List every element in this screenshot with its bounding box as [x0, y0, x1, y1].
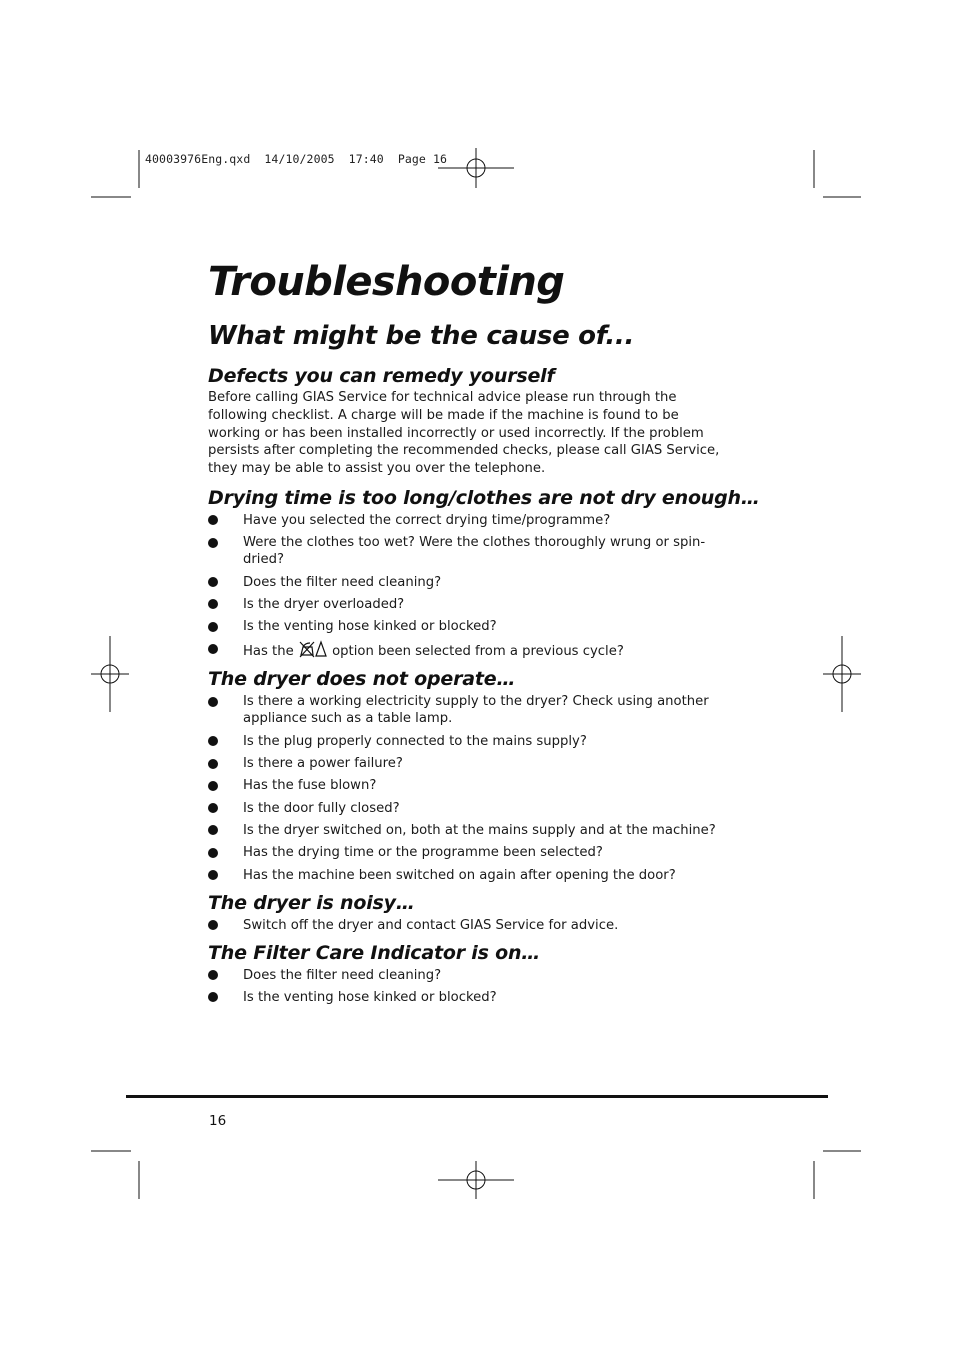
filter-checklist	[208, 967, 748, 1006]
drying-checklist	[208, 512, 748, 660]
list-item: Is the plug properly connected to the mains supply?	[208, 733, 733, 750]
list-item: Is the venting hose kinked or blocked?	[208, 989, 733, 1006]
bullet-icon	[208, 970, 218, 980]
bullet-icon	[208, 848, 218, 858]
registration-mark-left	[91, 636, 129, 712]
bullet-icon	[208, 515, 218, 525]
list-item: Have you selected the correct drying time/programme?	[208, 512, 733, 529]
bullet-icon	[208, 803, 218, 813]
bullet-icon	[208, 920, 218, 930]
list-item: Is the dryer switched on, both at the mains supply and at the machine?	[208, 822, 733, 839]
page-content	[208, 255, 760, 1011]
list-item: Does the filter need cleaning?	[208, 967, 733, 984]
bullet-icon	[208, 781, 218, 791]
list-item: Does the filter need cleaning?	[208, 574, 733, 591]
bullet-icon	[208, 622, 218, 632]
noisy-checklist	[208, 917, 748, 934]
print-slug: 40003976Eng.qxd 14/10/2005 17:40 Page 16	[145, 152, 448, 166]
bullet-icon	[208, 825, 218, 835]
list-item: Is the venting hose kinked or blocked?	[208, 618, 733, 635]
bullet-icon	[208, 759, 218, 769]
bullet-icon	[208, 697, 218, 707]
section-heading-noisy: The dryer is noisy…	[208, 891, 415, 914]
list-item: Has the drying time or the programme been selected?	[208, 844, 733, 861]
page-title: Troubleshooting	[208, 259, 565, 305]
bullet-icon	[208, 736, 218, 746]
page-subtitle: What might be the cause of...	[208, 321, 635, 351]
list-item: Has the machine been switched on again after opening the door?	[208, 867, 733, 884]
no-iron-care-icon	[299, 640, 327, 658]
bullet-icon	[208, 577, 218, 587]
registration-mark-right	[823, 636, 861, 712]
registration-mark-top	[438, 148, 514, 188]
list-item: Has the option been selected from a previous cycle?	[208, 640, 733, 660]
footer-rule	[126, 1095, 828, 1098]
section-heading-filter: The Filter Care Indicator is on…	[208, 941, 541, 964]
list-item: Is the dryer overloaded?	[208, 596, 733, 613]
list-item: Is there a power failure?	[208, 755, 733, 772]
list-item: Were the clothes too wet? Were the clothes thoroughly wrung or spin-dried?	[208, 534, 733, 568]
intro-paragraph: Before calling GIAS Service for technical advice please run through the following checklist. A charge will be made if the machine is found to be working or has been installed incorrectly or used incorrectly. If the problem persists after completing the recommended checks, please call GIAS Service, they may be able to assist you over the telephone.	[208, 390, 720, 477]
list-item: Has the fuse blown?	[208, 777, 733, 794]
section-heading-defects: Defects you can remedy yourself	[208, 365, 555, 387]
bullet-icon	[208, 599, 218, 609]
registration-mark-bottom	[438, 1161, 514, 1199]
section-heading-not-operate: The dryer does not operate…	[208, 668, 516, 691]
list-item: Switch off the dryer and contact GIAS Service for advice.	[208, 917, 733, 934]
bullet-icon	[208, 644, 218, 654]
bullet-icon	[208, 992, 218, 1002]
bullet-icon	[208, 538, 218, 548]
not-operate-checklist	[208, 693, 748, 883]
page-number: 16	[209, 1113, 227, 1129]
list-item: Is there a working electricity supply to the dryer? Check using another appliance such as a table lamp.	[208, 693, 733, 727]
list-item: Is the door fully closed?	[208, 800, 733, 817]
section-heading-drying: Drying time is too long/clothes are not dry enough…	[208, 486, 760, 509]
bullet-icon	[208, 870, 218, 880]
